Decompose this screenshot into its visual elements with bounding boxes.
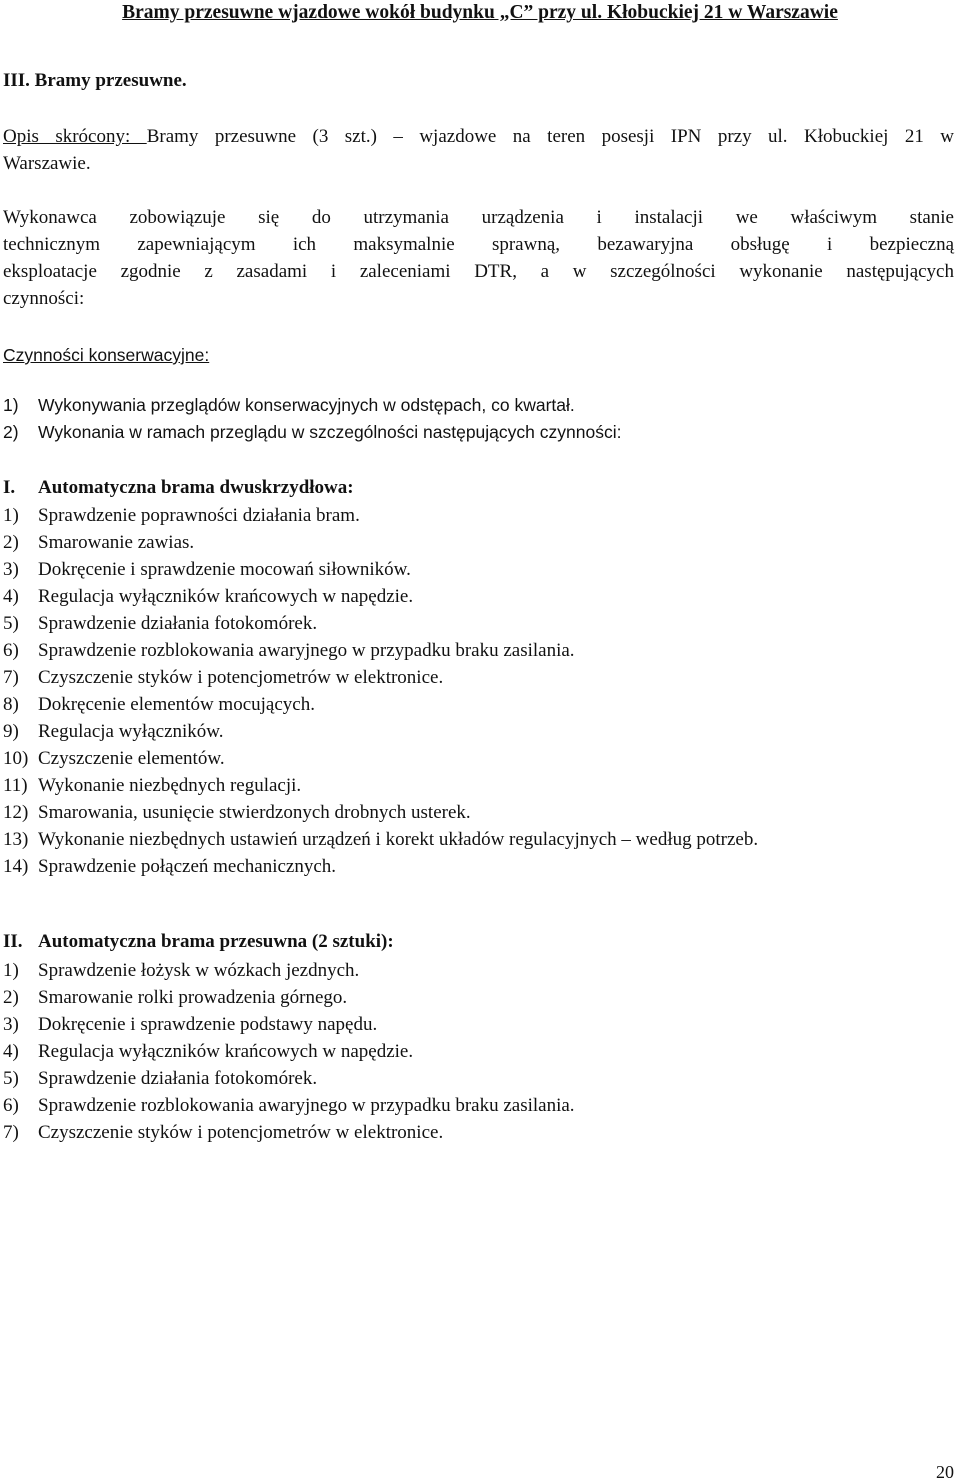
maintenance-heading: Czynności konserwacyjne: <box>3 345 210 365</box>
list-item: 1) Sprawdzenie poprawności działania bram. <box>3 505 360 526</box>
page-number: 20 <box>936 1462 954 1482</box>
list-item: 1) Sprawdzenie łożysk w wózkach jezdnych. <box>3 960 360 981</box>
summary-line-1 <box>3 126 954 148</box>
list-item: 6) Sprawdzenie rozblokowania awaryjnego w przypadku braku zasilania. <box>3 1095 575 1116</box>
list-item: 13) Wykonanie niezbędnych ustawień urządzeń i korekt układów regulacyjnych – według potrzeb. <box>3 829 759 850</box>
section-1-list <box>3 502 758 880</box>
section-2-heading: II. Automatyczna brama przesuwna (2 sztuki): <box>3 931 394 952</box>
intro-line-3: eksploatacje zgodnie z zasadami i zaleceniami DTR, a w szczególności wykonanie następujących <box>3 261 954 282</box>
list-item: 14) Sprawdzenie połączeń mechanicznych. <box>3 856 337 877</box>
section-2-list <box>3 957 575 1146</box>
summary-label: Opis skrócony: <box>3 126 147 147</box>
intro-line-1: Wykonawca zobowiązuje się do utrzymania urządzenia i instalacji we właściwym stanie <box>3 207 954 228</box>
list-item: 4) Regulacja wyłączników krańcowych w napędzie. <box>3 586 414 607</box>
list-item: 10) Czyszczenie elementów. <box>3 748 225 769</box>
list-item: 4) Regulacja wyłączników krańcowych w napędzie. <box>3 1041 414 1062</box>
list-item: 3) Dokręcenie i sprawdzenie podstawy napędu. <box>3 1014 378 1035</box>
summary-text: Bramy przesuwne (3 szt.) – wjazdowe na teren posesji IPN przy ul. Kłobuckiej 21 w <box>146 126 955 147</box>
list-item: 11) Wykonanie niezbędnych regulacji. <box>3 775 302 796</box>
list-item: 1) Wykonywania przeglądów konserwacyjnych w odstępach, co kwartał. <box>3 395 575 415</box>
maintenance-list <box>3 392 621 446</box>
list-item: 5) Sprawdzenie działania fotokomórek. <box>3 613 318 634</box>
list-item: 7) Czyszczenie styków i potencjometrów w elektronice. <box>3 667 444 688</box>
list-item: 2) Smarowanie rolki prowadzenia górnego. <box>3 987 348 1008</box>
list-item: 2) Wykonania w ramach przeglądu w szczególności następujących czynności: <box>3 422 622 442</box>
section-title: III. Bramy przesuwne. <box>3 70 187 91</box>
list-item: 5) Sprawdzenie działania fotokomórek. <box>3 1068 318 1089</box>
list-item: 6) Sprawdzenie rozblokowania awaryjnego w przypadku braku zasilania. <box>3 640 575 661</box>
intro-line-4: czynności: <box>3 288 85 309</box>
summary-line-2: Warszawie. <box>3 153 91 174</box>
list-item: 3) Dokręcenie i sprawdzenie mocowań siłowników. <box>3 559 411 580</box>
list-item: 7) Czyszczenie styków i potencjometrów w elektronice. <box>3 1122 444 1143</box>
section-1-heading: I. Automatyczna brama dwuskrzydłowa: <box>3 477 354 498</box>
intro-line-2: technicznym zapewniającym ich maksymalnie sprawną, bezawaryjna obsługę i bezpieczną <box>3 234 954 255</box>
list-item: 8) Dokręcenie elementów mocujących. <box>3 694 315 715</box>
list-item: 2) Smarowanie zawias. <box>3 532 195 553</box>
list-item: 12) Smarowania, usunięcie stwierdzonych drobnych usterek. <box>3 802 471 823</box>
document-header-title: Bramy przesuwne wjazdowe wokół budynku „C” przy ul. Kłobuckiej 21 w Warszawie <box>122 2 838 23</box>
list-item: 9) Regulacja wyłączników. <box>3 721 224 742</box>
